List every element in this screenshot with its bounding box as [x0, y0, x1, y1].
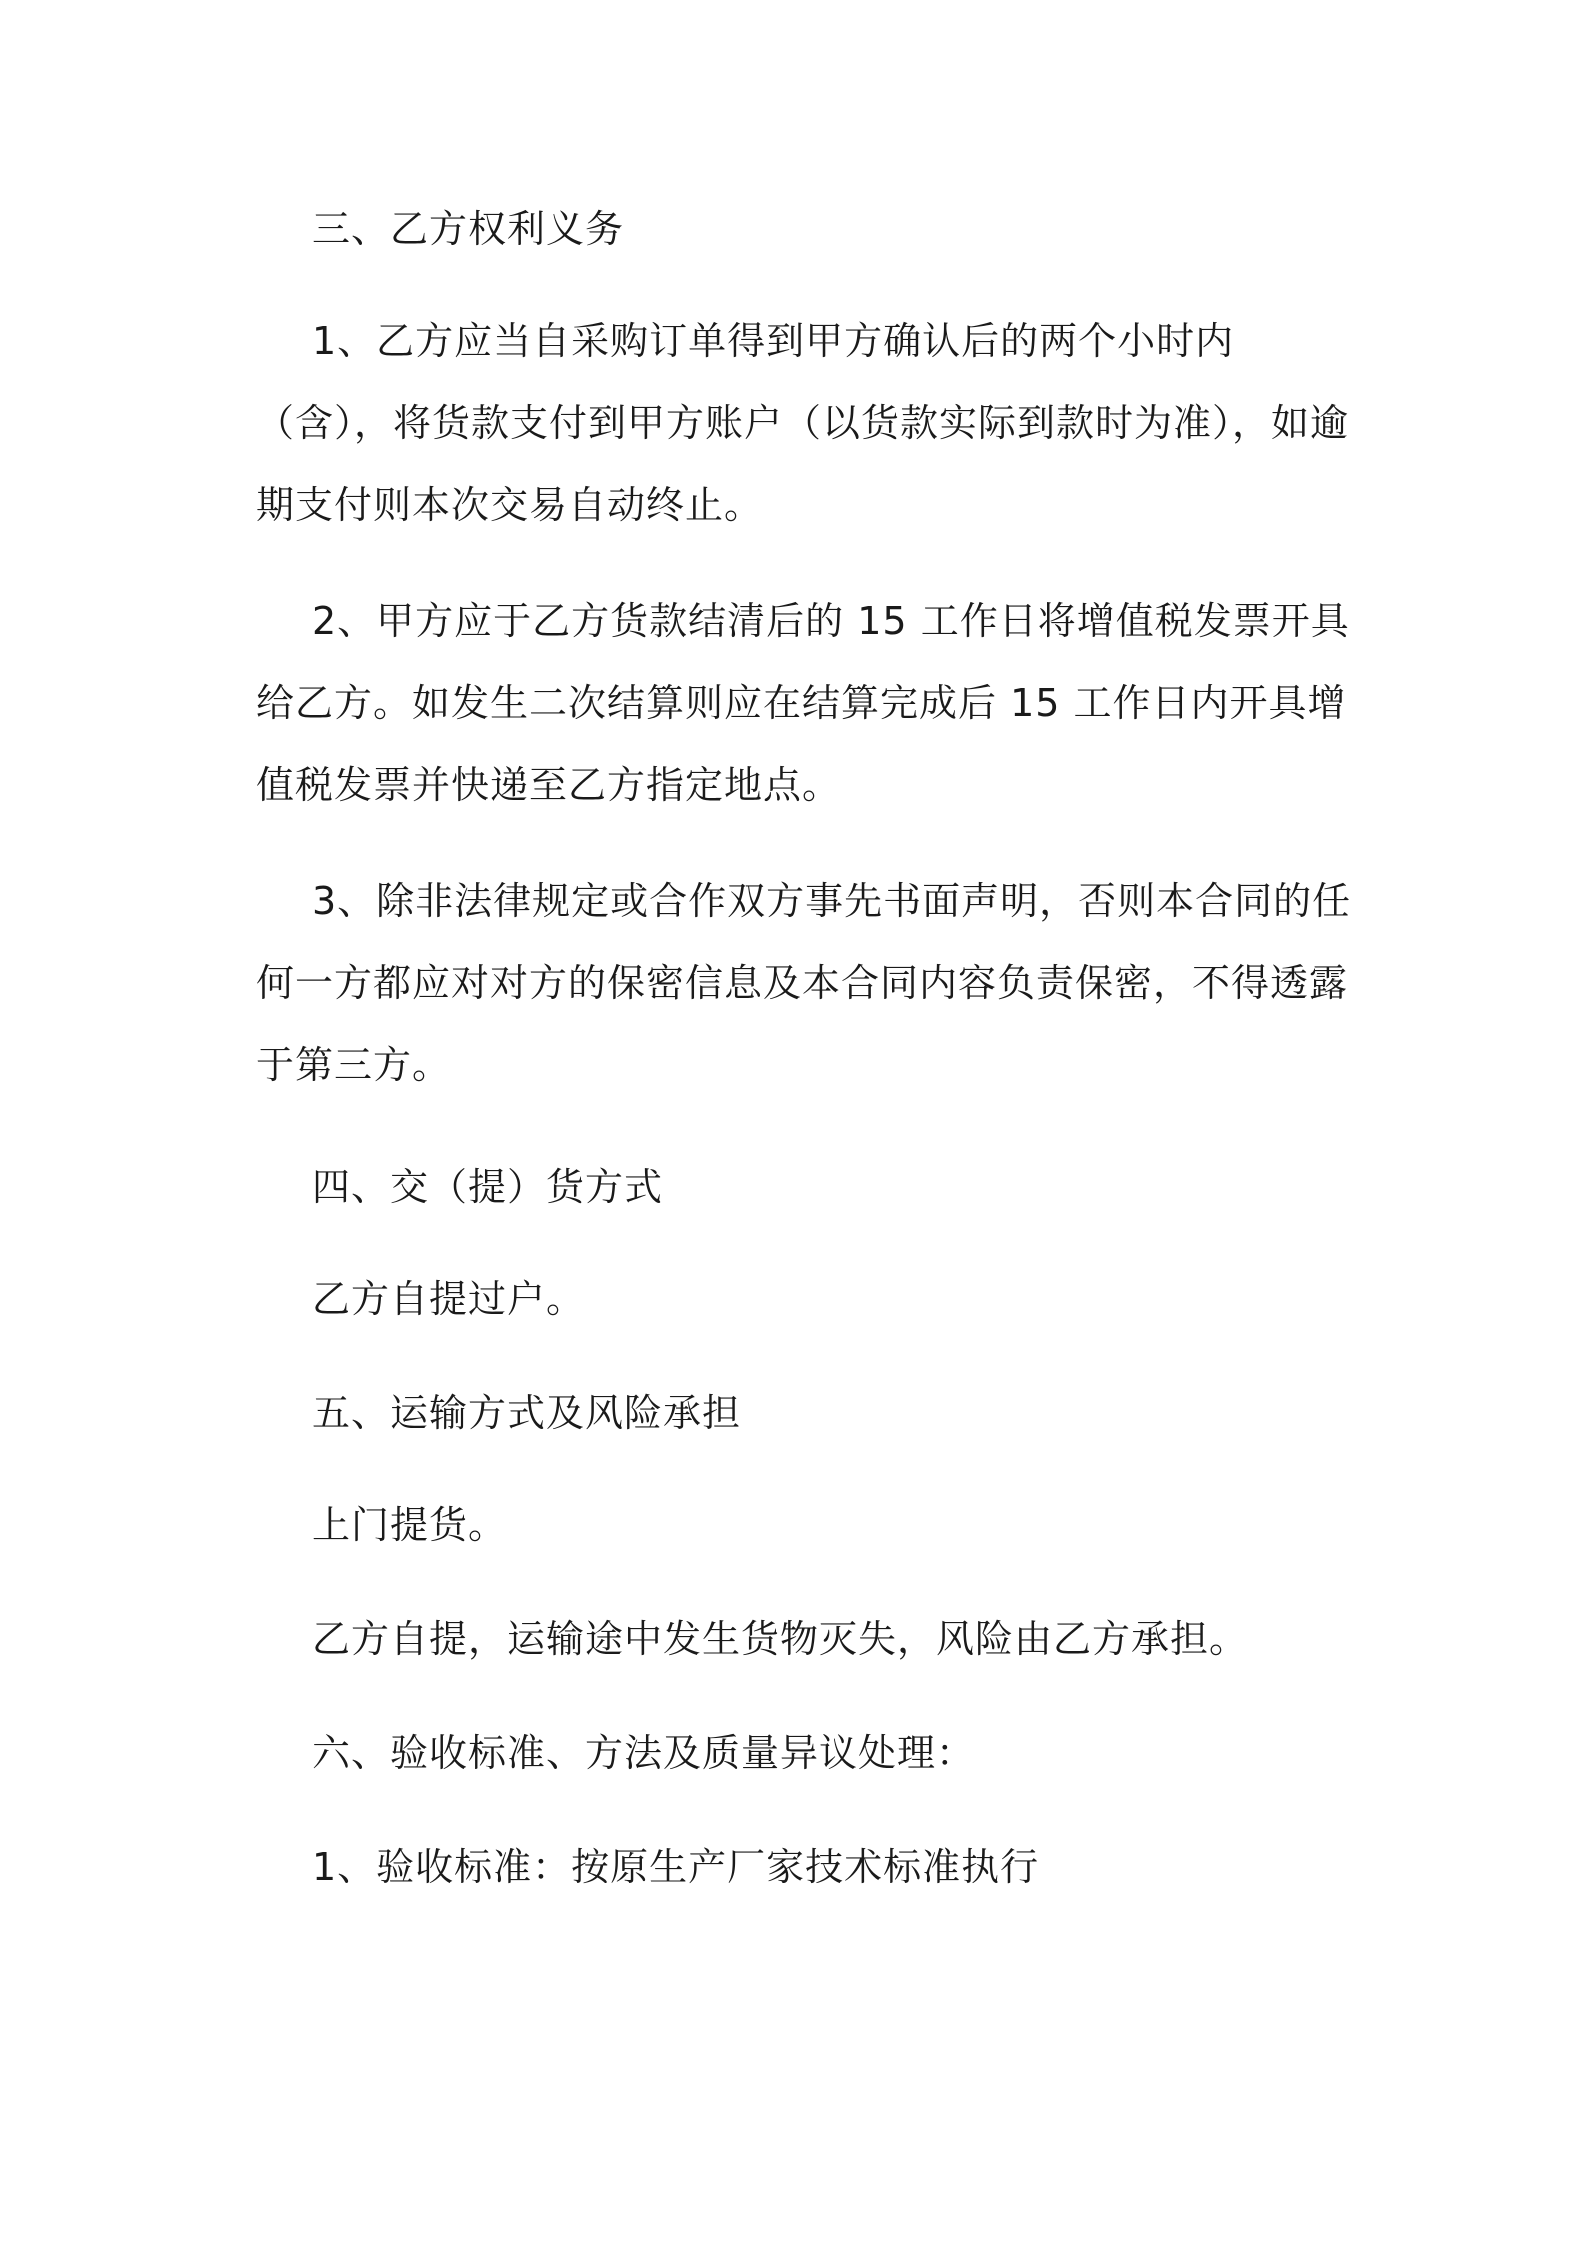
section-3-heading: 三、乙方权利义务: [312, 207, 625, 251]
section-4-text: 乙方自提过户。: [312, 1277, 586, 1321]
section-4-heading: 四、交（提）货方式: [312, 1165, 664, 1209]
section-3-item-1: 1、乙方应当自采购订单得到甲方确认后的两个小时内（含），将货款支付到甲方账户（以货款实际到款时为准），如逾期支付则本次交易自动终止。: [256, 319, 1350, 527]
section-5-heading: 五、运输方式及风险承担: [312, 1391, 742, 1435]
section-6-heading: 六、验收标准、方法及质量异议处理：: [312, 1731, 976, 1775]
section-5-text-1: 上门提货。: [312, 1503, 508, 1547]
section-3-item-2: 2、甲方应于乙方货款结清后的 15 工作日将增值税发票开具给乙方。如发生二次结算则应在结算完成后 15 工作日内开具增值税发票并快递至乙方指定地点。: [256, 599, 1350, 807]
section-5-text-2: 乙方自提，运输途中发生货物灭失，风险由乙方承担。: [312, 1617, 1249, 1661]
section-6-item-1: 1、验收标准：按原生产厂家技术标准执行: [312, 1845, 1040, 1889]
section-3-item-3: 3、除非法律规定或合作双方事先书面声明，否则本合同的任何一方都应对对方的保密信息及本合同内容负责保密，不得透露于第三方。: [256, 879, 1352, 1087]
